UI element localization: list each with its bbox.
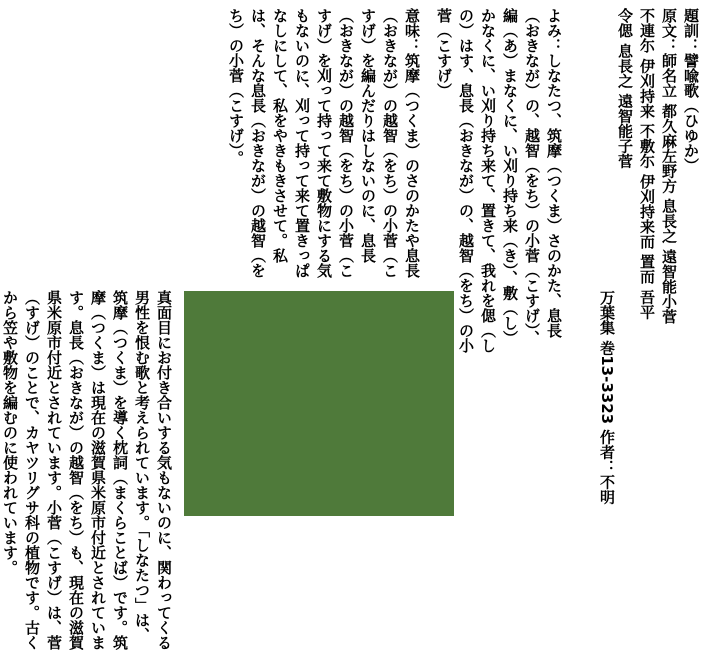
- reading: よみ：しなたつ、筑摩（つくま）さのかた、息長（おきなが）の、越智（をち）の小菅（こすげ）、編（あ）まなくに、い刈り持ち来（き）、敷（し）かなくに、い刈り持ち来て、置きて、我れを偲（しの）はす、息長（おきなが）の、越智（をち）の小菅（こすげ）: [435, 8, 563, 353]
- source-author: [596, 290, 618, 530]
- flower-photo: [184, 291, 454, 516]
- meaning: 意味：筑摩（つくま）のさのかたや息長（おきなが）の越智（をち）の小菅（こすげ）を編んだりはしないのに、息長（おきなが）の越智（をち）の小菅（こすげ）を刈って持って来て敷物にする気もないのに、刈って持って来て置きっぱなしにして、私をやきもきさせて。私は、そんな息長（おきなが）の越智（をち）の小菅（こすげ）。: [227, 8, 421, 278]
- heading: 題訓：譬喩歌（ひゆか）: [682, 8, 700, 173]
- source: 万葉集 巻13-3323: [598, 290, 616, 425]
- original-text: 原文：師名立 都久麻左野方 息長之 遠智能小菅 不連尓 伊刈持来 不敷尓 伊刈持来而 置而 吾平令偲 息長之 遠智能子菅: [616, 8, 678, 324]
- note: 真面目にお付き合いする気もないのに、関わってくる男性を恨む歌と考えられています。「しなたつ」は、筑摩（つくま）を導く枕詞（まくらことば）です。筑摩（つくま）は現在の滋賀県米原市付近とされています。息長（おきなが）の越智（をち）も、現在の滋賀県米原市付近とされています。小菅（こすげ）は、菅（すげ）のことで、カヤツリグサ科の植物です。古くから笠や敷物を編むのに使われています。: [1, 290, 173, 650]
- author: 作者：不明: [598, 429, 616, 505]
